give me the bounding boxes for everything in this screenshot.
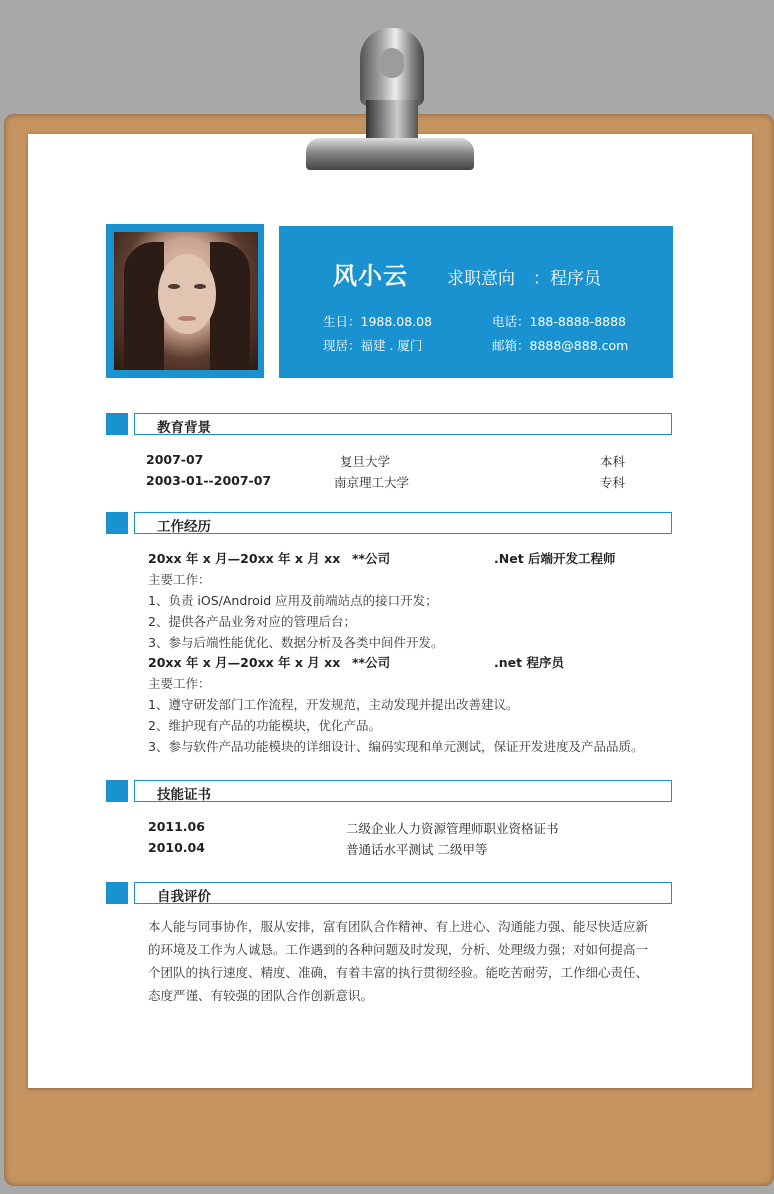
self-eval-text: 本人能与同事协作，服从安排，富有团队合作精神、有上进心、沟通能力强、能尽快适应新的环境及工作为人诚恳。工作遇到的各种问题及时发现，分析、处理级力强；对如何提高一个团队的执行速度、精度、准确，有着丰富的执行贯彻经验。能吃苦耐劳，工作细心责任、态度严谨、有较强的团队合作创新意识。 <box>148 919 649 1003</box>
phone: 电话：188-8888-8888 <box>492 314 627 329</box>
cert-date: 2011.06 <box>148 819 205 834</box>
edu-school: 南京理工大学 <box>334 475 410 490</box>
job-position: .net 程序员 <box>494 655 564 670</box>
intent-label: 求职意向 <box>447 269 515 289</box>
self-eval-marker <box>106 882 128 904</box>
education-marker <box>106 413 128 435</box>
duty-item: 2、维护现有产品的功能模块，优化产品。 <box>148 718 381 733</box>
cert-name: 普通话水平测试 二级甲等 <box>346 842 488 857</box>
duty-item: 2、提供各产品业务对应的管理后台； <box>148 614 356 629</box>
duties-label: 主要工作： <box>148 676 211 691</box>
section-title: 教育背景 <box>157 420 211 436</box>
binder-clip-base <box>306 138 474 170</box>
job-period: 20xx 年 x 月—20xx 年 x 月 xx <box>148 655 341 670</box>
duties-label: 主要工作： <box>148 572 211 587</box>
duty-item: 3、参与后端性能优化、数据分析及各类中间件开发。 <box>148 635 444 650</box>
residence: 现居：福建 . 厦门 <box>323 338 423 353</box>
education-header <box>134 413 672 435</box>
cert-name: 二级企业人力资源管理师职业资格证书 <box>346 821 559 836</box>
edu-school: 复旦大学 <box>340 454 391 469</box>
binder-clip-neck <box>366 100 418 142</box>
birth-date: 生日：1988.08.08 <box>323 314 433 329</box>
intent-job: ：程序员 <box>533 269 601 289</box>
profile-photo <box>114 232 258 370</box>
header-banner <box>279 226 673 378</box>
candidate-name: 风小云 <box>333 262 408 290</box>
section-title: 工作经历 <box>157 519 211 535</box>
email: 邮箱：8888@888.com <box>492 338 629 353</box>
job-company: **公司 <box>352 551 391 566</box>
job-company: **公司 <box>352 655 391 670</box>
job-period: 20xx 年 x 月—20xx 年 x 月 xx <box>148 551 341 566</box>
edu-degree: 本科 <box>600 454 626 469</box>
edu-date: 2003-01--2007-07 <box>146 473 272 488</box>
job-position: .Net 后端开发工程师 <box>494 551 616 566</box>
duty-item: 1、负责 iOS/Android 应用及前端站点的接口开发； <box>148 593 438 608</box>
edu-degree: 专科 <box>600 475 626 490</box>
skills-header <box>134 780 672 802</box>
cert-date: 2010.04 <box>148 840 205 855</box>
work-header <box>134 512 672 534</box>
duty-item: 3、参与软件产品功能模块的详细设计、编码实现和单元测试，保证开发进度及产品品质。 <box>148 739 644 754</box>
skills-marker <box>106 780 128 802</box>
binder-clip-hole <box>380 48 404 78</box>
duty-item: 1、遵守研发部门工作流程，开发规范，主动发现并提出改善建议。 <box>148 697 519 712</box>
section-title: 技能证书 <box>157 787 211 803</box>
work-marker <box>106 512 128 534</box>
section-title: 自我评价 <box>157 889 211 905</box>
self-eval-header <box>134 882 672 904</box>
edu-date: 2007-07 <box>146 452 204 467</box>
